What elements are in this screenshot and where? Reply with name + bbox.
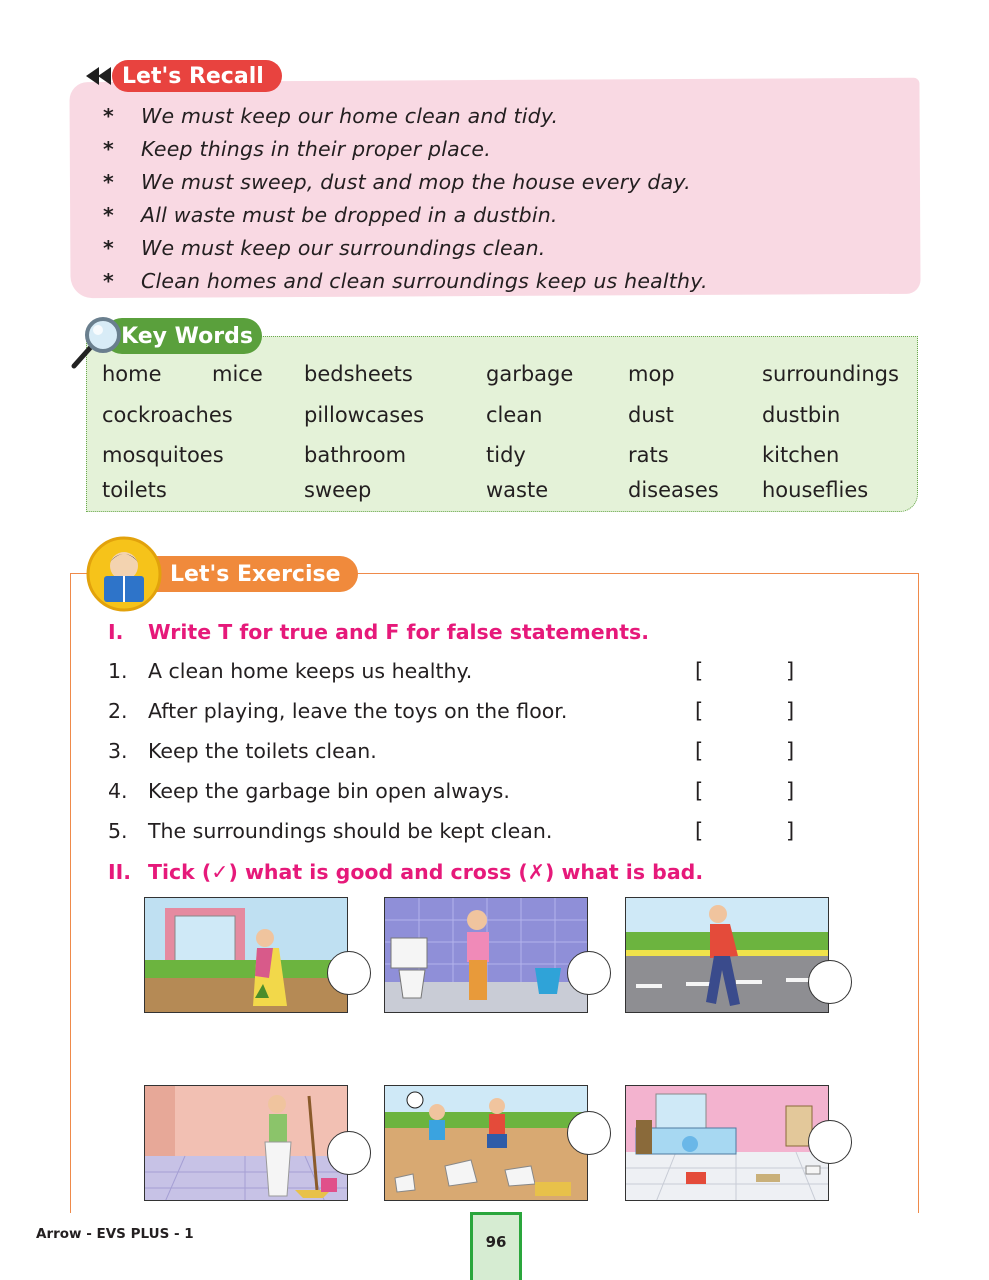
reading-boy-icon [86, 536, 162, 612]
answer-bracket-open: [ [695, 819, 704, 843]
keyword: waste [486, 478, 549, 502]
book-title: Arrow - EVS PLUS - 1 [36, 1226, 194, 1242]
answer-bracket-close: ] [786, 779, 795, 803]
question-1-heading: I. Write T for true and F for false statements. [108, 620, 649, 644]
keyword: dust [628, 403, 674, 427]
boys-playing-among-litter-picture [384, 1085, 588, 1201]
recall-list [103, 100, 708, 298]
answer-bracket-close: ] [786, 819, 795, 843]
answer-circle[interactable] [808, 1120, 852, 1164]
keyword: toilets [102, 478, 167, 502]
statement: 2. After playing, leave the toys on the floor. [108, 699, 568, 723]
answer-bracket-close: ] [786, 659, 795, 683]
answer-bracket-close: ] [786, 739, 795, 763]
keyword: houseflies [762, 478, 869, 502]
keyword: bathroom [304, 443, 407, 467]
answer-bracket-close: ] [786, 699, 795, 723]
recall-item: * Clean homes and clean surroundings keep us healthy. [103, 269, 708, 293]
recall-item: * We must sweep, dust and mop the house every day. [103, 170, 691, 194]
keyword: mop [628, 362, 675, 386]
keyword: garbage [486, 362, 574, 386]
keyword: dustbin [762, 403, 841, 427]
recall-item: * Keep things in their proper place. [103, 137, 491, 161]
keyword: diseases [628, 478, 719, 502]
rewind-icon [82, 62, 120, 90]
keyword: bedsheets [304, 362, 413, 386]
man-picking-litter-on-road-picture [625, 897, 829, 1013]
exercise-title: Let's Exercise [126, 556, 358, 592]
woman-planting-in-garden-picture [144, 897, 348, 1013]
messy-bedroom-picture [625, 1085, 829, 1201]
answer-circle[interactable] [808, 960, 852, 1004]
answer-circle[interactable] [327, 1131, 371, 1175]
answer-circle[interactable] [567, 951, 611, 995]
keyword: clean [486, 403, 543, 427]
answer-bracket-open: [ [695, 779, 704, 803]
question-2-heading: II. Tick (✓) what is good and cross (✗) what is bad. [108, 860, 704, 884]
recall-item: * All waste must be dropped in a dustbin. [103, 203, 558, 227]
keyword: sweep [304, 478, 372, 502]
keyword: pillowcases [304, 403, 425, 427]
keyword: surroundings [762, 362, 899, 386]
keyword: tidy [486, 443, 526, 467]
statement: 5. The surroundings should be kept clean. [108, 819, 553, 843]
recall-item: * We must keep our home clean and tidy. [103, 104, 559, 128]
keyword: rats [628, 443, 669, 467]
answer-circle[interactable] [327, 951, 371, 995]
keyword: mice [212, 362, 263, 386]
answer-bracket-open: [ [695, 699, 704, 723]
keyword: kitchen [762, 443, 840, 467]
boy-flushing-toilet-picture [384, 897, 588, 1013]
keyword: home [102, 362, 162, 386]
statement: 3. Keep the toilets clean. [108, 739, 377, 763]
woman-mopping-floor-picture [144, 1085, 348, 1201]
page-number: 96 [470, 1212, 522, 1280]
answer-bracket-open: [ [695, 739, 704, 763]
answer-bracket-open: [ [695, 659, 704, 683]
statement: 1. A clean home keeps us healthy. [108, 659, 473, 683]
keywords-title: Key Words [104, 318, 262, 354]
recall-item: * We must keep our surroundings clean. [103, 236, 546, 260]
recall-tab [82, 60, 292, 92]
keyword: mosquitoes [102, 443, 224, 467]
keyword: cockroaches [102, 403, 233, 427]
answer-circle[interactable] [567, 1111, 611, 1155]
recall-title: Let's Recall [112, 60, 282, 92]
statement: 4. Keep the garbage bin open always. [108, 779, 510, 803]
